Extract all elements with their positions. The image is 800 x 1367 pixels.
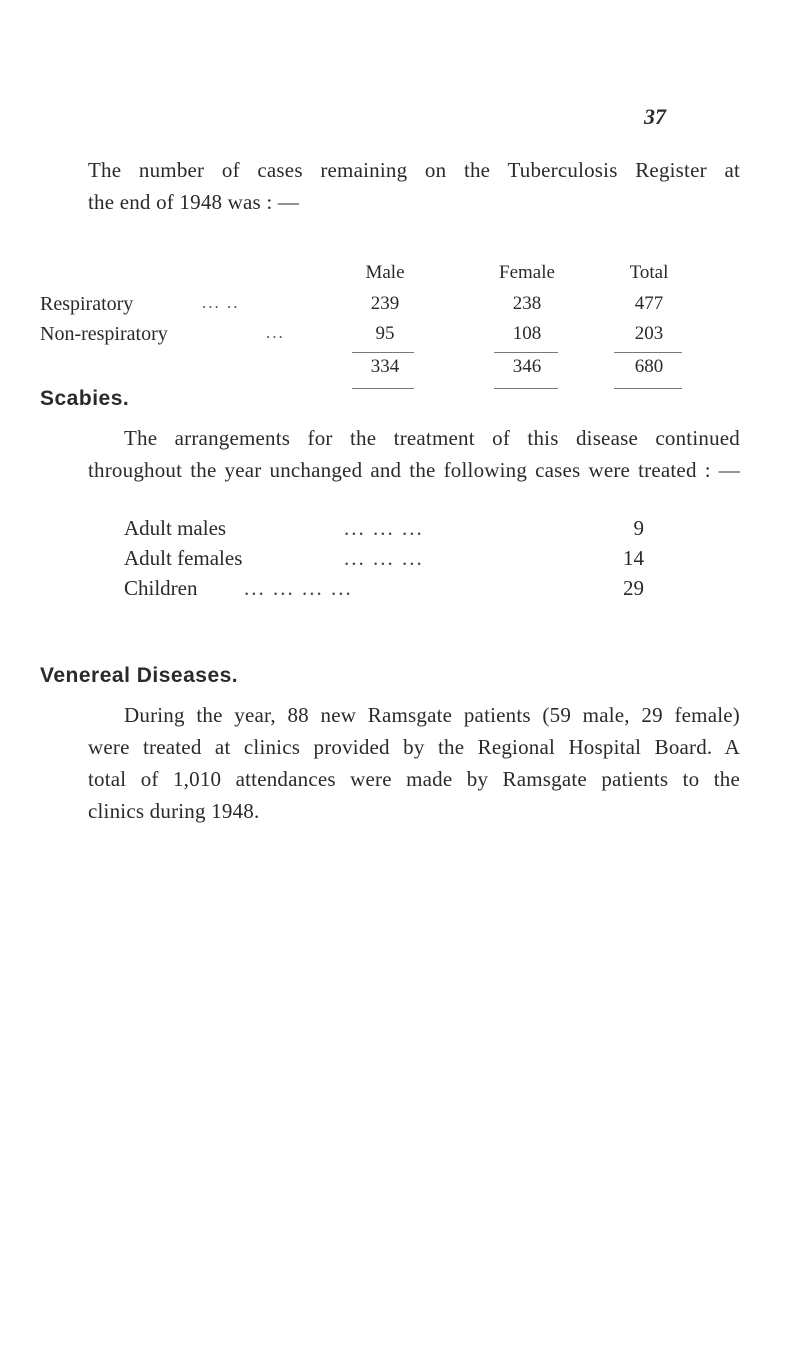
list-item-dots: ... ... ... bbox=[344, 516, 424, 540]
cell-female: 108 bbox=[512, 323, 542, 344]
header-female: Female bbox=[499, 262, 555, 283]
subtotal-rule-male bbox=[352, 352, 414, 353]
cell-total: 203 bbox=[634, 323, 664, 344]
list-item-value: 9 bbox=[633, 516, 644, 540]
venereal-paragraph-line-1: During the year, 88 new Ramsgate patients (59 male, 29 female) bbox=[124, 703, 740, 727]
header-male: Male bbox=[365, 262, 405, 283]
total-rule-total bbox=[614, 388, 682, 389]
scabies-paragraph-line-1: The arrangements for the treatment of this disease continued bbox=[124, 426, 740, 450]
list-item-label: Adult females bbox=[124, 546, 243, 570]
tb-intro-line-2: the end of 1948 was : — bbox=[88, 190, 300, 214]
list-item bbox=[124, 516, 644, 546]
cell-male: 95 bbox=[375, 323, 395, 344]
tb-intro-line-1: The number of cases remaining on the Tuberculosis Register at bbox=[88, 158, 740, 182]
venereal-paragraph-line-4: clinics during 1948. bbox=[88, 799, 260, 823]
list-item bbox=[124, 546, 644, 576]
list-item-label: Adult males bbox=[124, 516, 227, 540]
total-rule-male bbox=[352, 388, 414, 389]
cell-total: 477 bbox=[634, 293, 664, 314]
list-item-label: Children bbox=[124, 576, 198, 600]
scabies-heading: Scabies. bbox=[40, 387, 130, 410]
total-rule-female bbox=[494, 388, 558, 389]
tb-totals-row bbox=[0, 356, 800, 382]
list-item-dots: ... ... ... bbox=[344, 546, 424, 570]
venereal-heading: Venereal Diseases. bbox=[40, 664, 239, 687]
total-total: 680 bbox=[634, 356, 664, 377]
subtotal-rule-total bbox=[614, 352, 682, 353]
scabies-paragraph-line-2: throughout the year unchanged and the following cases were treated : — bbox=[88, 458, 740, 482]
cell-male: 239 bbox=[370, 293, 400, 314]
row-label: Respiratory bbox=[40, 293, 134, 315]
row-label: Non-respiratory bbox=[40, 323, 168, 345]
table-row bbox=[0, 293, 800, 319]
tb-table-header bbox=[0, 262, 800, 288]
cell-female: 238 bbox=[512, 293, 542, 314]
venereal-paragraph-line-2: were treated at clinics provided by the Regional Hospital Board. A bbox=[88, 735, 740, 759]
list-item bbox=[124, 576, 644, 606]
page-number: 37 bbox=[644, 104, 666, 129]
total-male: 334 bbox=[370, 356, 400, 377]
row-leader-dots: ... bbox=[266, 323, 285, 342]
row-leader-dots: ... .. bbox=[202, 293, 240, 312]
table-row bbox=[0, 323, 800, 349]
header-total: Total bbox=[629, 262, 669, 283]
total-female: 346 bbox=[512, 356, 542, 377]
list-item-dots: ... ... ... ... bbox=[244, 576, 353, 600]
list-item-value: 29 bbox=[623, 576, 644, 600]
venereal-paragraph-line-3: total of 1,010 attendances were made by Ramsgate patients to the bbox=[88, 767, 740, 791]
list-item-value: 14 bbox=[623, 546, 644, 570]
subtotal-rule-female bbox=[494, 352, 558, 353]
